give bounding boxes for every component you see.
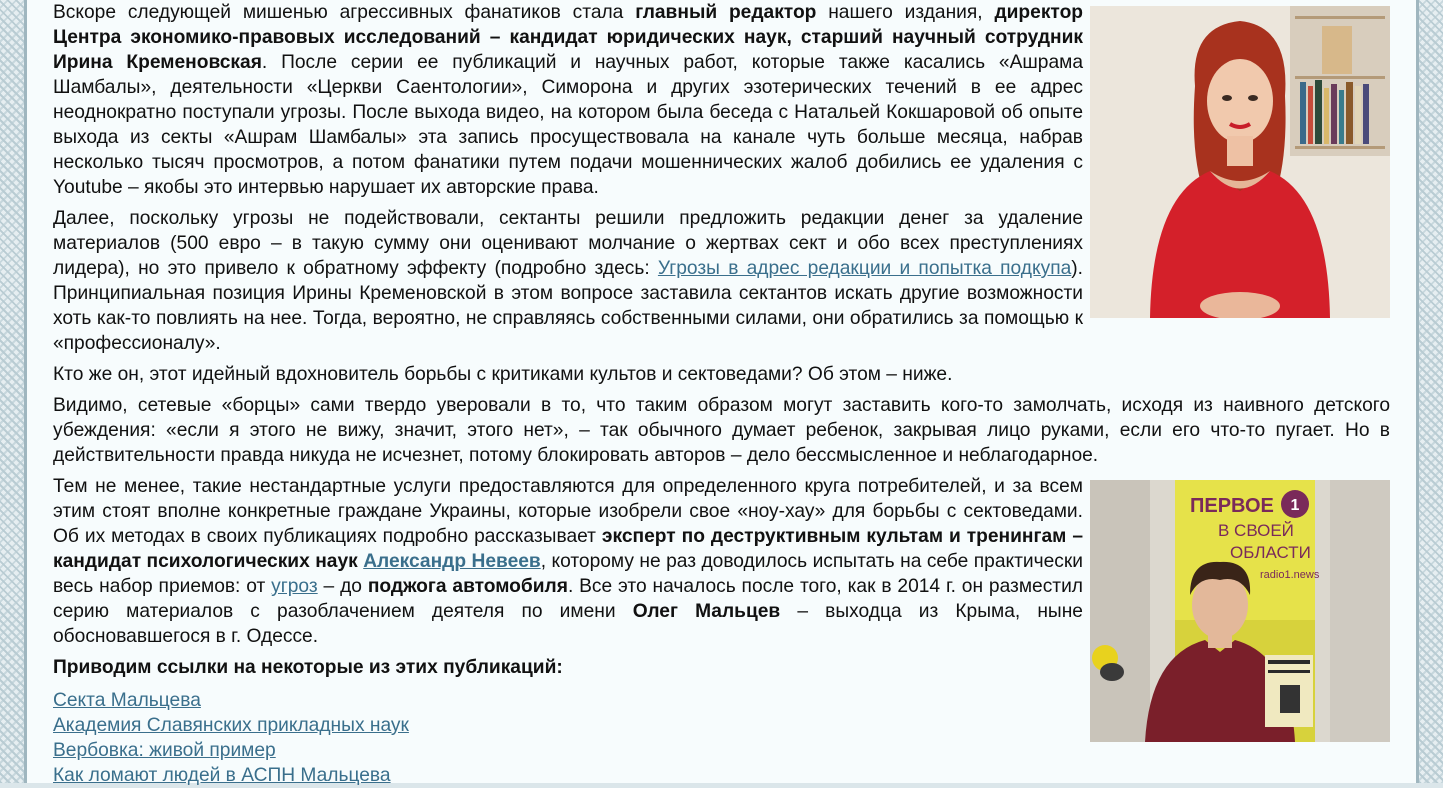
p1-text-2: нашего издания,: [816, 2, 995, 23]
paragraph-3: Кто же он, этот идейный вдохновитель борьбы с критиками культов и сектоведами? Об этом – ниже.: [53, 364, 953, 385]
poster-badge: 1: [1290, 497, 1300, 514]
photo-alexander-neveev: [1090, 480, 1390, 742]
p5-bold-2: поджога автомобиля: [367, 576, 568, 597]
p5-text-1: Тем не менее, такие нестандартные услуги предоставляются для определенного круга потребителей, и за всем этим стоят вполне конкретные граждане Украины, которые изобрели свое «ноу-хау» для борьбы с сектоведами. Об их методах в своих публикациях подробно рассказывает: [53, 476, 1083, 547]
left-decorative-border: [0, 0, 27, 783]
p5-bold-1: эксперт по деструктивным культам и тренингам – кандидат психологических наук: [53, 526, 1083, 572]
p1-bold-2: директор Центра экономико-правовых исследований – кандидат юридических наук, старший научный сотрудник Ирина Кременовская: [53, 2, 1084, 73]
link-alexander-neveev[interactable]: Александр Невеев: [363, 551, 541, 572]
p5-text-2: , которому не раз доводилось испытать на себе практически весь набор приемов: от: [53, 551, 1083, 597]
link-threats[interactable]: угроз: [271, 576, 318, 597]
p1-bold-1: главный редактор: [635, 2, 817, 23]
link-akademiya-aspn[interactable]: Академия Славянских прикладных наук: [53, 715, 409, 736]
links-heading: Приводим ссылки на некоторые из этих публикаций:: [53, 657, 563, 678]
p2-text-1: Далее, поскольку угрозы не подействовали, сектанты решили предложить редакции денег за удаление материалов (500 евро – в такую сумму они оценивают молчание о жертвах сект и обо всех преступлениях лидера), но это привело к обратному эффекту (подробно здесь:: [53, 208, 1083, 279]
poster-line-2: В СВОЕЙ: [1218, 521, 1294, 540]
poster-line-1: ПЕРВОЕ: [1190, 495, 1274, 517]
p1-text-3: . После серии ее публикаций и научных работ, которые также касались «Ашрама Шамбалы», деятельности «Церкви Саентологии», Симорона и других эзотерических течений в ее адрес неоднократно поступали угрозы. После выхода видео, на котором была беседа с Натальей Кокшаровой об опыте выхода из секты «Ашрам Шамбалы» эта запись просуществовала на канале чуть больше месяца, набрав несколько тысяч просмотров, а потом фанатики путем подачи мошеннических жалоб добились ее удаления с Youtube – якобы это интервью нарушает их авторские права.: [53, 52, 1083, 198]
p1-text-1: Вскоре следующей мишенью агрессивных фанатиков стала: [53, 2, 636, 23]
right-decorative-border: [1416, 0, 1443, 783]
link-threats-bribery[interactable]: Угрозы в адрес редакции и попытка подкупа: [657, 258, 1072, 279]
p5-text-3: – до: [317, 576, 368, 597]
link-verbovka[interactable]: Вербовка: живой пример: [53, 740, 276, 761]
man-with-book-photo: [1090, 480, 1390, 742]
woman-in-red-photo: [1090, 6, 1390, 318]
p5-text-5: – выходца из Крыма, ныне обосновавшегося в г. Одессе.: [53, 601, 1083, 647]
photo-irina-kremenovskaya: [1090, 6, 1390, 318]
paragraph-4: Видимо, сетевые «борцы» сами твердо уверовали в то, что таким образом могут заставить кого-то замолчать, исходя из наивного детского убеждения: «если я этого не вижу, значит, этого нет», – так обычного думает ребенок, закрывая лицо руками, если его что-то пугает. Но в действительности правда никуда не исчезнет, потому блокировать авторов – дело бессмысленное и неблагодарное.: [53, 395, 1390, 466]
link-kak-lomayut[interactable]: Как ломают людей в АСПН Мальцева: [53, 765, 391, 786]
p5-bold-3: Олег Мальцев: [632, 601, 781, 622]
article-content: [27, 0, 1416, 786]
p2-text-2: ). Принципиальная позиция Ирины Кременовской в этом вопросе заставила сектантов искать другие возможности хоть как-то повлиять на нее. Тогда, вероятно, не справляясь собственными силами, они обратились за помощью к «профессионалу».: [53, 258, 1084, 354]
p5-text-4: . Все это началось после того, как в 2014 г. он разместил серию материалов с разоблачением деятеля по имени: [53, 576, 1083, 622]
poster-site: radio1.news: [1260, 569, 1320, 581]
poster-line-3: ОБЛАСТИ: [1230, 543, 1311, 562]
link-sekta-maltseva[interactable]: Секта Мальцева: [53, 690, 201, 711]
